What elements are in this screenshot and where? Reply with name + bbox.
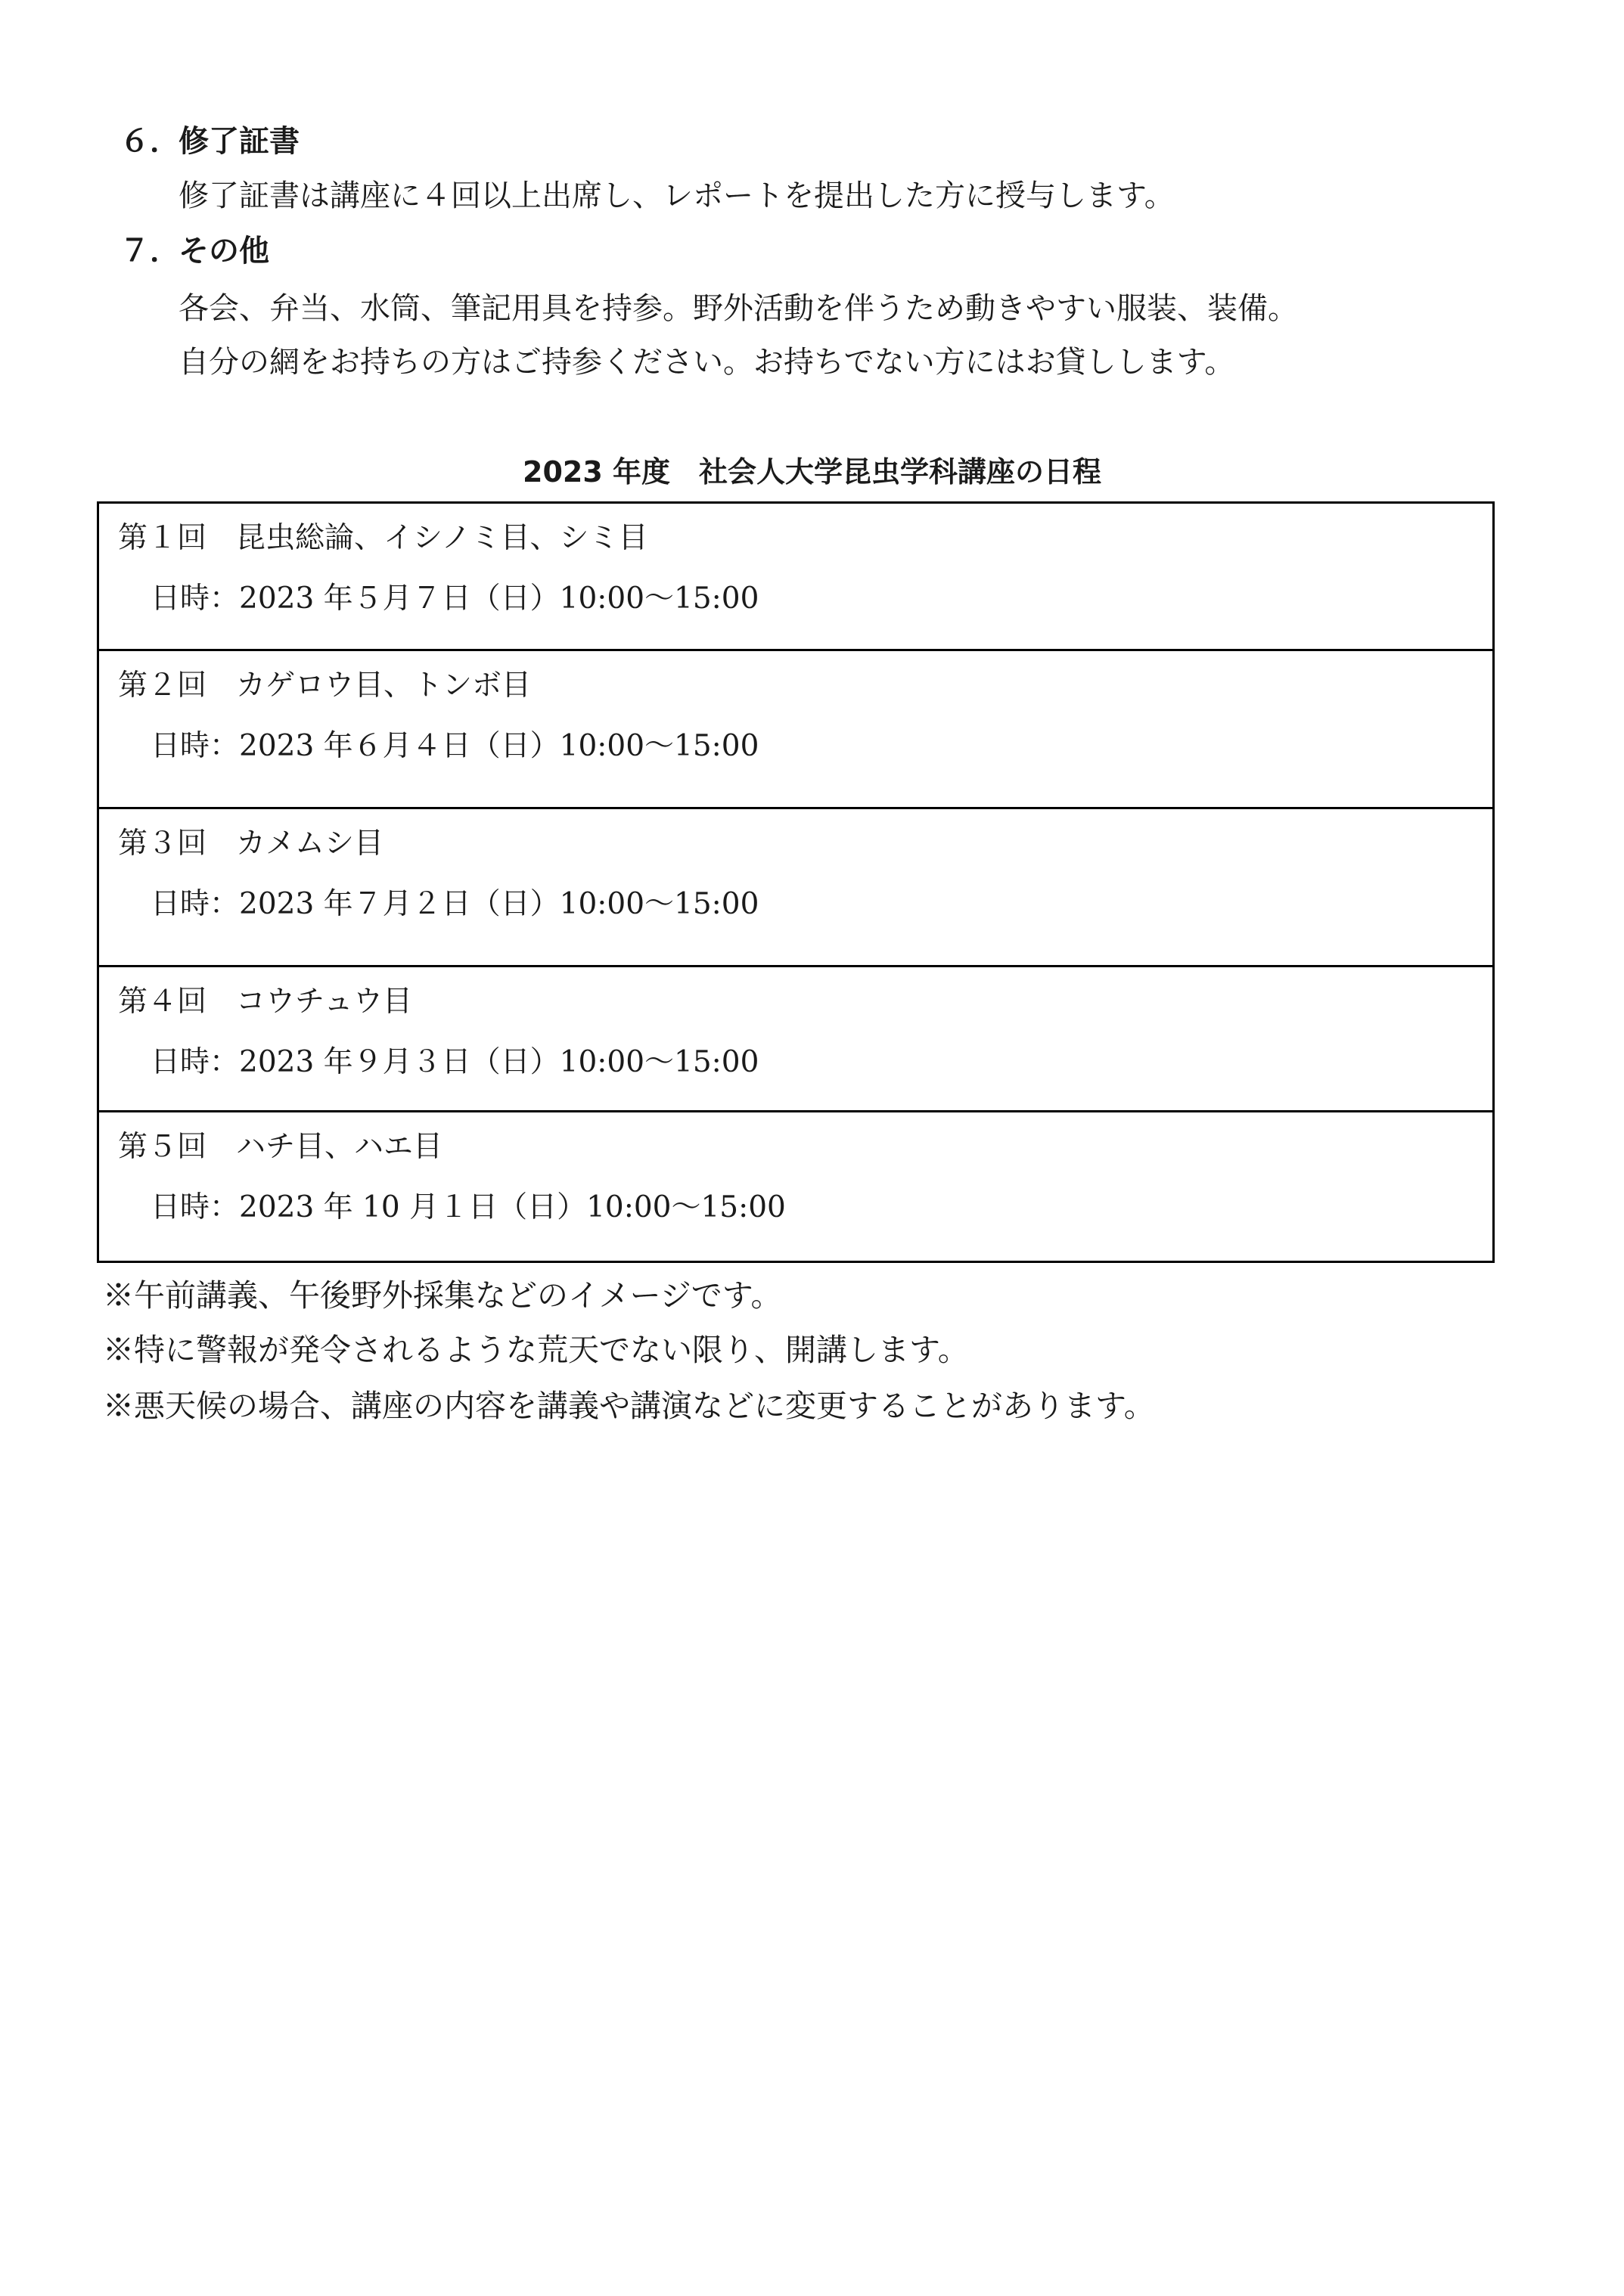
- schedule-row: [99, 965, 1492, 1110]
- section-6-heading: [120, 123, 300, 160]
- session-title: 第２回 カゲロウ目、トンボ目: [118, 669, 532, 703]
- session-title: 第５回 ハチ目、ハエ目: [118, 1130, 443, 1164]
- schedule-row: [99, 1110, 1492, 1261]
- session-date: 日時：2023 年９月３日（日）10:00～15:00: [151, 1045, 759, 1079]
- session-title: 第１回 昆虫総論、イシノミ目、シミ目: [118, 521, 648, 555]
- schedule-row: [99, 504, 1492, 649]
- session-title: 第３回 カメムシ目: [118, 827, 384, 861]
- section-6-title: 修了証書: [179, 124, 300, 159]
- note-1: ※午前講義、午後野外採集などのイメージです。: [103, 1277, 782, 1314]
- section-7-text-line-1: 各会、弁当、水筒、筆記用具を持参。野外活動を伴うため動きやすい服装、装備。: [179, 291, 1298, 326]
- session-date: 日時：2023 年６月４日（日）10:00～15:00: [151, 729, 759, 763]
- session-date: 日時：2023 年 10 月１日（日）10:00～15:00: [151, 1190, 786, 1224]
- schedule-table: [97, 501, 1495, 1263]
- section-7-number: ７．: [120, 234, 180, 268]
- section-7-title: その他: [179, 234, 269, 268]
- session-date: 日時：2023 年７月２日（日）10:00～15:00: [151, 887, 759, 921]
- session-title: 第４回 コウチュウ目: [118, 985, 412, 1019]
- section-6-text: 修了証書は講座に４回以上出席し、レポートを提出した方に授与します。: [179, 178, 1175, 213]
- note-2: ※特に警報が発令されるような荒天でない限り、開講します。: [103, 1332, 969, 1368]
- schedule-row: [99, 807, 1492, 965]
- section-6-number: ６．: [120, 124, 180, 159]
- section-7-text-line-2: 自分の網をお持ちの方はご持参ください。お持ちでない方にはお貸しします。: [179, 345, 1235, 380]
- schedule-row: [99, 649, 1492, 807]
- note-3: ※悪天候の場合、講座の内容を講義や講演などに変更することがあります。: [103, 1388, 1155, 1424]
- section-7-heading: [120, 233, 269, 269]
- schedule-title: 2023 年度 社会人大学昆虫学科講座の日程: [523, 455, 1101, 489]
- session-date: 日時：2023 年５月７日（日）10:00～15:00: [151, 582, 759, 616]
